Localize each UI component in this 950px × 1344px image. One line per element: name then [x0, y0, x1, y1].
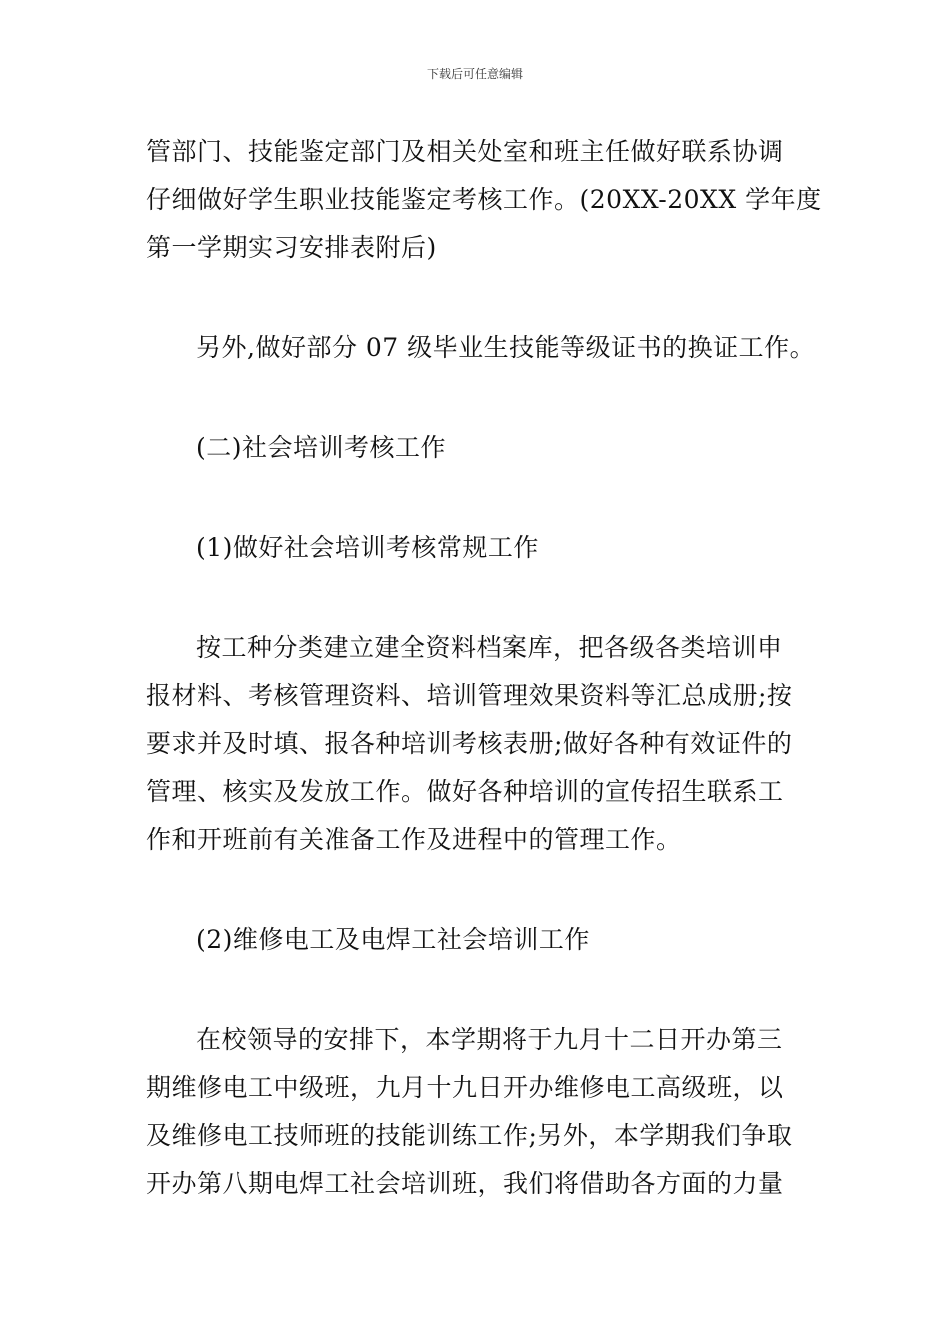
paragraph-gap: [146, 372, 810, 424]
paragraph-line: 报材料、考核管理资料、培训管理效果资料等汇总成册;按: [146, 681, 793, 710]
paragraph-line: 另外,做好部分 07 级毕业生技能等级证书的换证工作。: [196, 333, 816, 362]
paragraph-line: 管部门、技能鉴定部门及相关处室和班主任做好联系协调: [146, 137, 784, 166]
paragraph-line: 开办第八期电焊工社会培训班，我们将借助各方面的力量: [146, 1169, 784, 1198]
paragraph-gap: [146, 572, 810, 624]
paragraph-continuation: [146, 128, 822, 272]
subsection-heading: [146, 524, 810, 572]
paragraph-line: 管理、核实及发放工作。做好各种培训的宣传招生联系工: [146, 777, 784, 806]
paragraph-line: 按工种分类建立建全资料档案库，把各级各类培训申: [196, 633, 783, 662]
heading-line: (1)做好社会培训考核常规工作: [196, 533, 539, 562]
paragraph-training: [146, 1016, 810, 1208]
document-body: [146, 128, 822, 1208]
subsection-heading: [146, 916, 810, 964]
paragraph-line: 要求并及时填、报各种培训考核表册;做好各种有效证件的: [146, 729, 793, 758]
heading-line: (2)维修电工及电焊工社会培训工作: [196, 925, 590, 954]
paragraph-line: 在校领导的安排下，本学期将于九月十二日开办第三: [196, 1025, 783, 1054]
paragraph-line: 第一学期实习安排表附后): [146, 233, 437, 262]
paragraph-gap: [146, 472, 810, 524]
paragraph-line: 仔细做好学生职业技能鉴定考核工作。(20XX-20XX 学年度: [146, 185, 822, 214]
heading-line: (二)社会培训考核工作: [196, 433, 447, 462]
page-header: 下载后可任意编辑: [426, 67, 523, 81]
paragraph-line: 期维修电工中级班，九月十九日开办维修电工高级班，以: [146, 1073, 784, 1102]
paragraph-gap: [146, 864, 810, 916]
paragraph-line: 及维修电工技师班的技能训练工作;另外，本学期我们争取: [146, 1121, 793, 1150]
paragraph-line: 作和开班前有关准备工作及进程中的管理工作。: [146, 825, 682, 854]
paragraph-archive: [146, 624, 810, 864]
paragraph-gap: [146, 964, 810, 1016]
paragraph-gap: [146, 272, 810, 324]
paragraph-certificate: [146, 324, 816, 372]
section-heading: [146, 424, 810, 472]
